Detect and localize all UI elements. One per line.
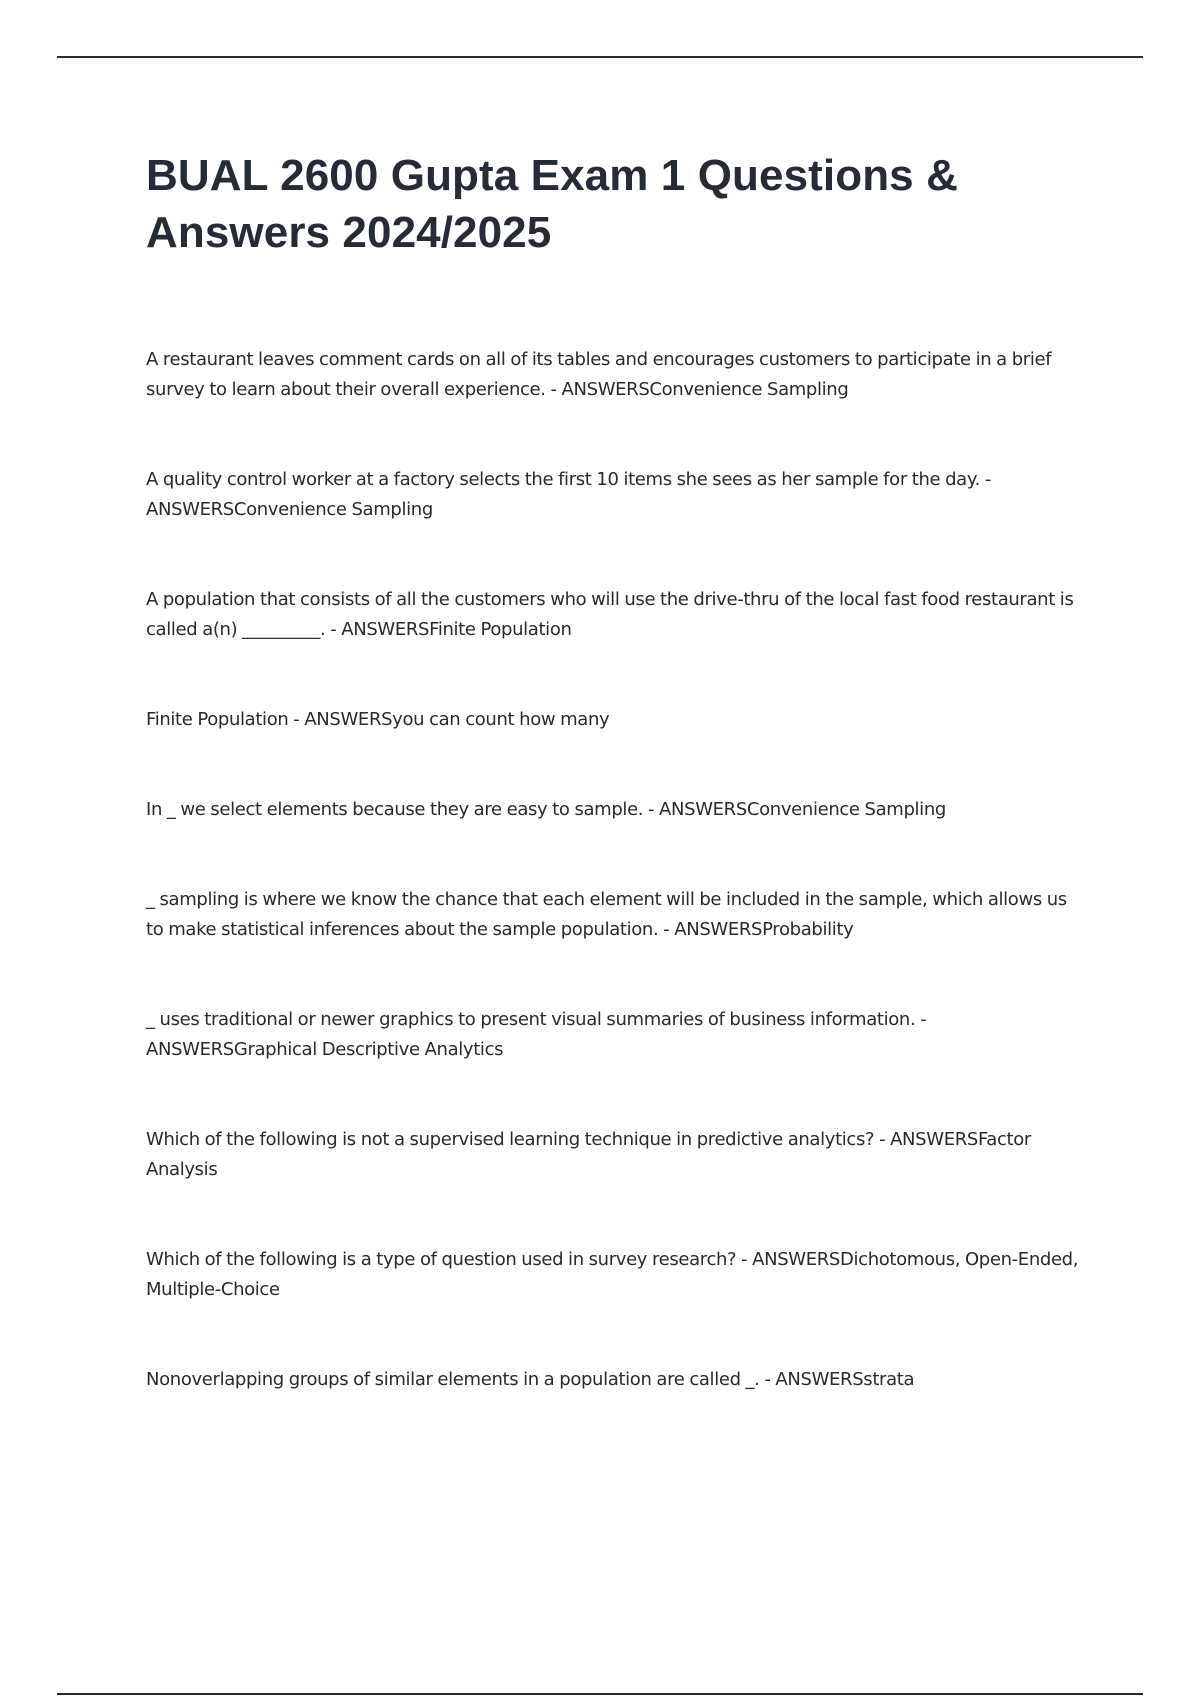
qa-item: _ uses traditional or newer graphics to present visual summaries of business information. - ANSWERSGraphical Descriptive Analytics (146, 1009, 927, 1060)
qa-item: Which of the following is not a supervised learning technique in predictive analytics? - ANSWERSFactor Analysis (146, 1129, 1031, 1180)
title-line-2: Answers 2024/2025 (146, 208, 552, 257)
qa-item: Finite Population - ANSWERSyou can count how many (146, 709, 610, 730)
qa-item: In _ we select elements because they are easy to sample. - ANSWERSConvenience Sampling (146, 799, 946, 820)
title-line-1: BUAL 2600 Gupta Exam 1 Questions & (146, 151, 958, 200)
qa-item: A quality control worker at a factory selects the first 10 items she sees as her sample for the day. - ANSWERSConvenience Sampling (146, 469, 991, 520)
qa-item: _ sampling is where we know the chance that each element will be included in the sample, which allows us to make statistical inferences about the sample population. - ANSWERSProbability (146, 889, 1067, 940)
qa-item: Which of the following is a type of question used in survey research? - ANSWERSDichotomous, Open-Ended, Multiple-Choice (146, 1249, 1079, 1300)
top-divider (57, 56, 1143, 58)
qa-item: Nonoverlapping groups of similar elements in a population are called _. - ANSWERSstrata (146, 1369, 915, 1390)
bottom-divider (57, 1693, 1143, 1695)
qa-list (146, 345, 1086, 1455)
qa-item: A restaurant leaves comment cards on all of its tables and encourages customers to participate in a brief survey to learn about their overall experience. - ANSWERSConvenience Sampling (146, 349, 1052, 400)
page-title (146, 147, 1106, 261)
qa-item: A population that consists of all the customers who will use the drive-thru of the local fast food restaurant is called a(n) _________. - ANSWERSFinite Population (146, 589, 1074, 640)
